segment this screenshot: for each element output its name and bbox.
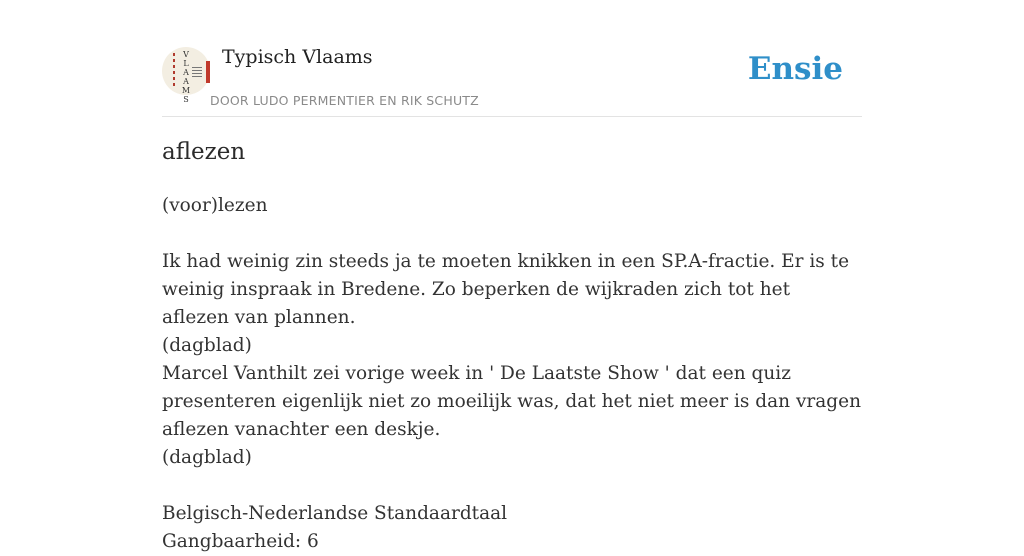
language-label: Belgisch-Nederlandse Standaardtaal	[162, 503, 508, 524]
usage-frequency-label: Gangbaarheid: 6	[162, 531, 319, 552]
cover-red-bar	[206, 61, 210, 83]
spacer	[162, 472, 862, 500]
authors-byline: DOOR LUDO PERMENTIER EN RIK SCHUTZ	[210, 93, 479, 108]
entry-definition: (voor)lezen	[162, 195, 268, 216]
spacer	[162, 220, 862, 248]
dictionary-title-link[interactable]: Typisch Vlaams	[222, 46, 373, 68]
cover-decoration	[173, 53, 175, 89]
example-text-2: Marcel Vanthilt zei vorige week in ' De Laatste Show ' dat een quiz presenteren eigenlijk niet zo moeilijk was, dat het niet meer is dan vragen aflezen vanachter een deskje.	[162, 363, 861, 440]
example-text-1: Ik had weinig zin steeds ja te moeten knikken in een SP.A-fractie. Er is te weinig inspraak in Bredene. Zo beperken de wijkraden zich tot het aflezen van plannen.	[162, 251, 850, 328]
example-source-2: (dagblad)	[162, 447, 252, 468]
book-cover-avatar[interactable]	[162, 47, 210, 104]
cover-text-lines	[192, 67, 202, 77]
site-header	[162, 40, 862, 117]
ensie-logo-link[interactable]: Ensie	[747, 51, 843, 87]
example-source-1: (dagblad)	[162, 335, 252, 356]
entry-content	[162, 192, 862, 556]
entry-title: aflezen	[162, 139, 246, 165]
cover-letters: V L A A M S	[181, 50, 191, 104]
